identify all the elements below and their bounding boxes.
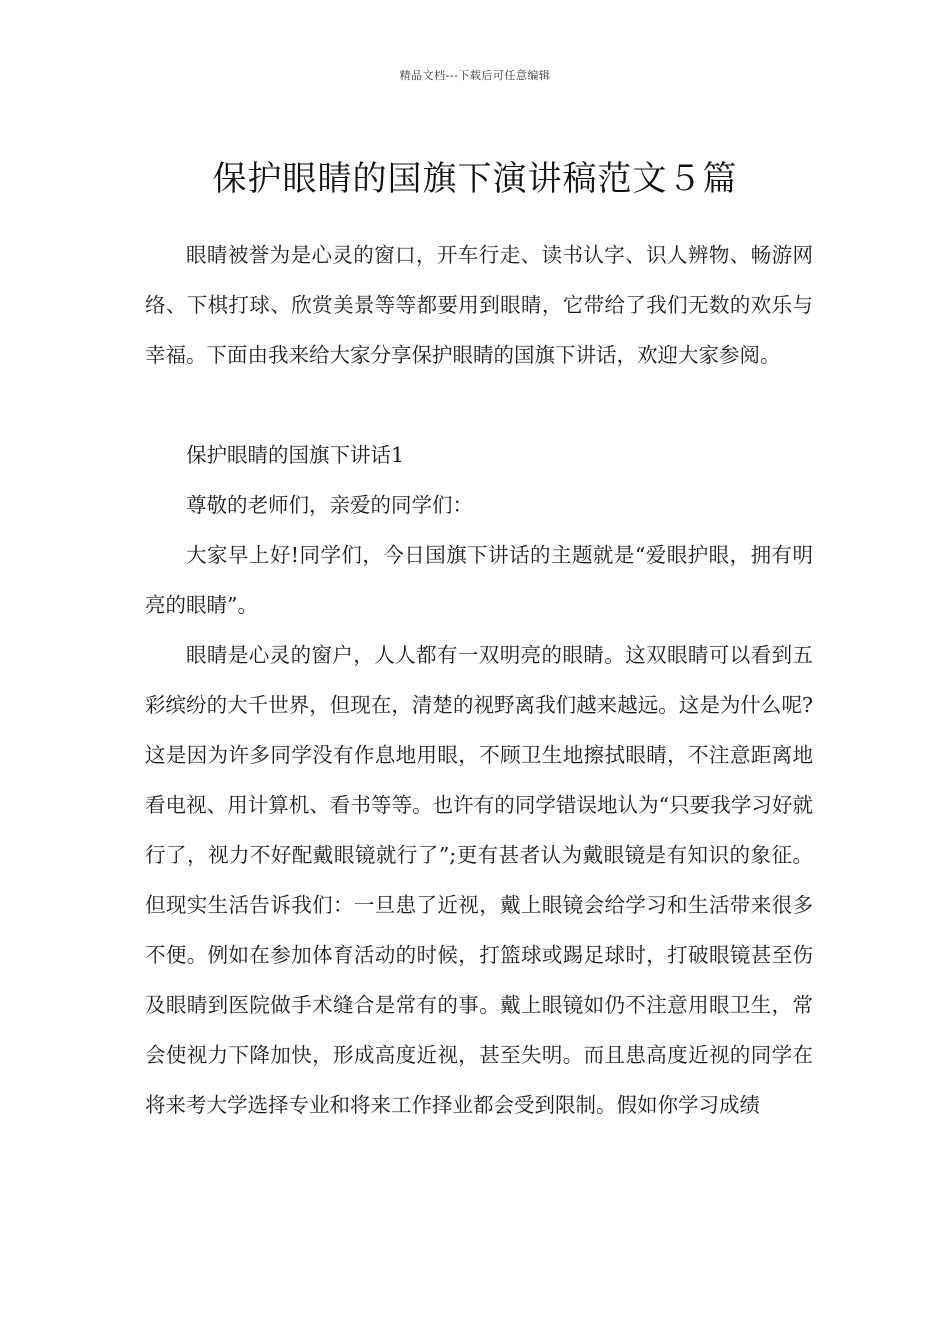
section-spacer — [145, 380, 813, 430]
intro-paragraph: 眼睛被誉为是心灵的窗口，开车行走、读书认字、识人辨物、畅游网络、下棋打球、欣赏美景等等都要用到眼睛，它带给了我们无数的欢乐与幸福。下面由我来给大家分享保护眼睛的国旗下讲话，欢迎大家参阅。 — [145, 243, 813, 367]
section-heading: 保护眼睛的国旗下讲话1 — [186, 443, 405, 467]
salutation: 尊敬的老师们，亲爱的同学们： — [186, 493, 473, 517]
body-paragraph-1: 大家早上好!同学们，今日国旗下讲话的主题就是“爱眼护眼，拥有明亮的眼睛”。 — [145, 543, 813, 617]
document-title: 保护眼睛的国旗下演讲稿范文５篇 — [212, 158, 738, 199]
body-paragraph-2: 眼睛是心灵的窗户，人人都有一双明亮的眼睛。这双眼睛可以看到五彩缤纷的大千世界，但现在，清楚的视野离我们越来越远。这是为什么呢?这是因为许多同学没有作息地用眼，不顾卫生地擦拭眼睛，不注意距离地看电视、用计算机、看书等等。也许有的同学错误地认为“只要我学习好就行了，视力不好配戴眼镜就行了”;更有甚者认为戴眼镜是有知识的象征。但现实生活告诉我们：一旦患了近视，戴上眼镜会给学习和生活带来很多不便。例如在参加体育活动的时候，打篮球或踢足球时，打破眼镜甚至伤及眼睛到医院做手术缝合是常有的事。戴上眼镜如仍不注意用眼卫生，常会使视力下降加快，形成高度近视，甚至失明。而且患高度近视的同学在将来考大学选择专业和将来工作择业都会受到限制。假如你学习成绩 — [145, 643, 813, 1117]
document-body — [145, 230, 813, 1130]
header-note: 精品文档---下载后可任意编辑 — [399, 69, 551, 82]
